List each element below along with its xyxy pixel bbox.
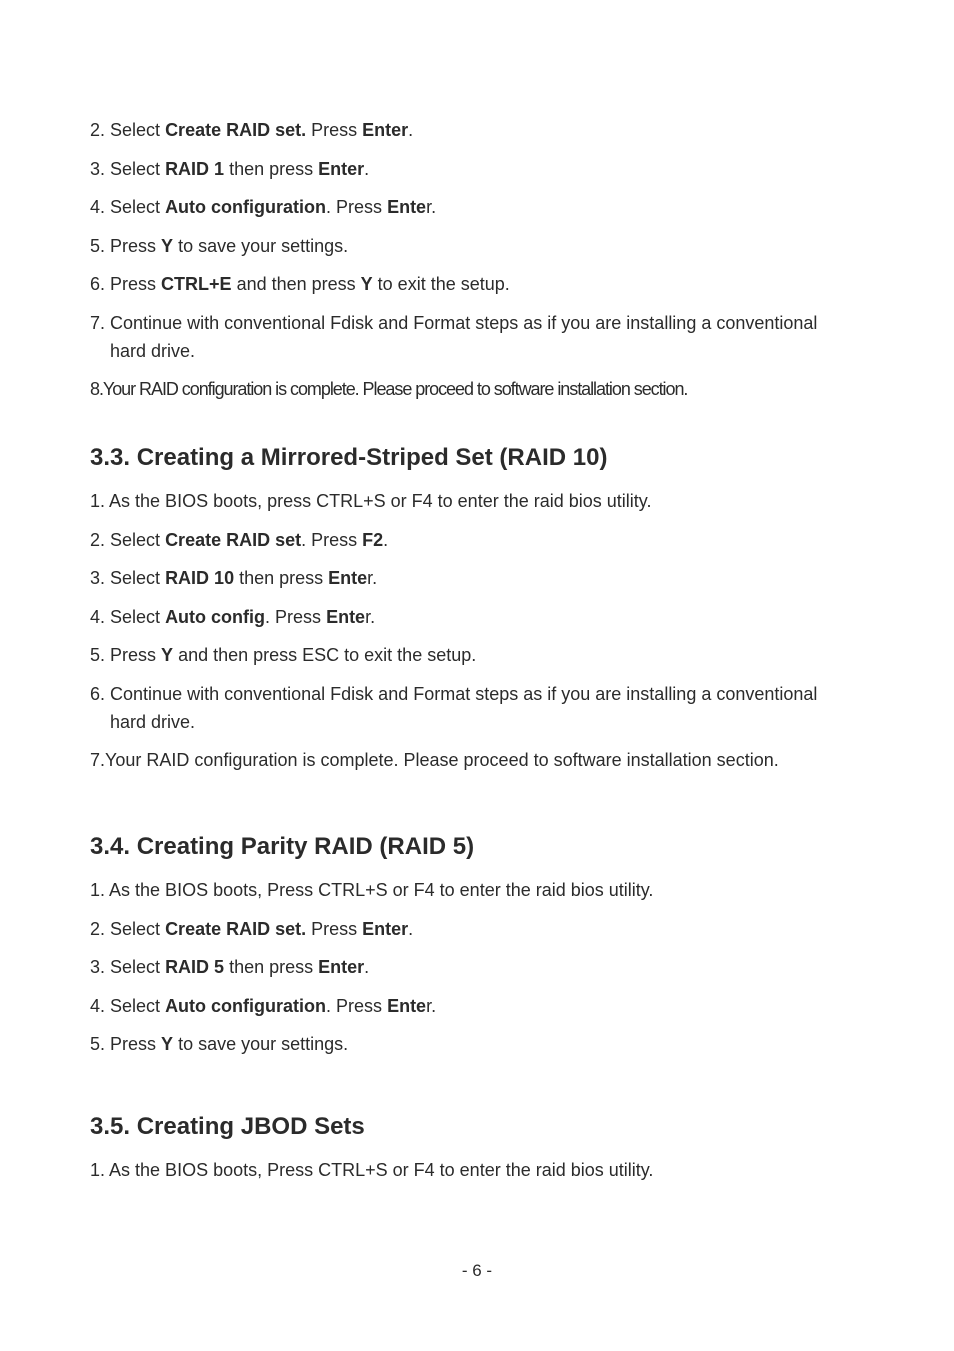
step-item: 4. Select Auto configuration. Press Enter. [90, 197, 437, 217]
section-heading-jbod: 3.5. Creating JBOD Sets [90, 1113, 365, 1140]
step-item: 8.Your RAID configuration is complete. Please proceed to software installation section. [90, 379, 688, 399]
step-item: 1. As the BIOS boots, Press CTRL+S or F4 to enter the raid bios utility. [90, 880, 654, 900]
raid10-step-list [90, 487, 870, 774]
step-item: 2. Select Create RAID set. Press F2. [90, 529, 389, 550]
jbod-step-list [90, 1156, 870, 1184]
step-item: 7.Your RAID configuration is complete. Please proceed to software installation section. [90, 750, 779, 770]
intro-step-list [90, 116, 870, 403]
step-item: 3. Select RAID 1 then press Enter. [90, 158, 370, 179]
section-heading-raid10: 3.3. Creating a Mirrored-Striped Set (RAID 10) [90, 444, 608, 471]
step-item: 4. Select Auto config. Press Enter. [90, 606, 376, 627]
step-item: 4. Select Auto configuration. Press Enter. [90, 995, 437, 1016]
page-content [90, 116, 870, 1195]
step-item: 1. As the BIOS boots, Press CTRL+S or F4 to enter the raid bios utility. [90, 1160, 654, 1180]
step-item: 6. Continue with conventional Fdisk and Format steps as if you are installing a conventional hard drive. [90, 683, 818, 732]
step-item: 5. Press Y to save your settings. [90, 235, 349, 256]
step-item: 2. Select Create RAID set. Press Enter. [90, 918, 414, 939]
step-item: 2. Select Create RAID set. Press Enter. [90, 120, 414, 140]
page-number: - 6 - [461, 1261, 493, 1280]
step-item: 3. Select RAID 10 then press Enter. [90, 568, 378, 588]
step-item: 5. Press Y to save your settings. [90, 1034, 349, 1054]
raid5-step-list [90, 876, 870, 1058]
section-heading-raid5: 3.4. Creating Parity RAID (RAID 5) [90, 833, 475, 860]
step-item: 7. Continue with conventional Fdisk and Format steps as if you are installing a conventional hard drive. [90, 312, 818, 361]
step-item: 6. Press CTRL+E and then press Y to exit the setup. [90, 274, 510, 294]
step-item: 1. As the BIOS boots, press CTRL+S or F4 to enter the raid bios utility. [90, 491, 652, 511]
step-item: 5. Press Y and then press ESC to exit the setup. [90, 645, 477, 665]
step-item: 3. Select RAID 5 then press Enter. [90, 957, 370, 977]
